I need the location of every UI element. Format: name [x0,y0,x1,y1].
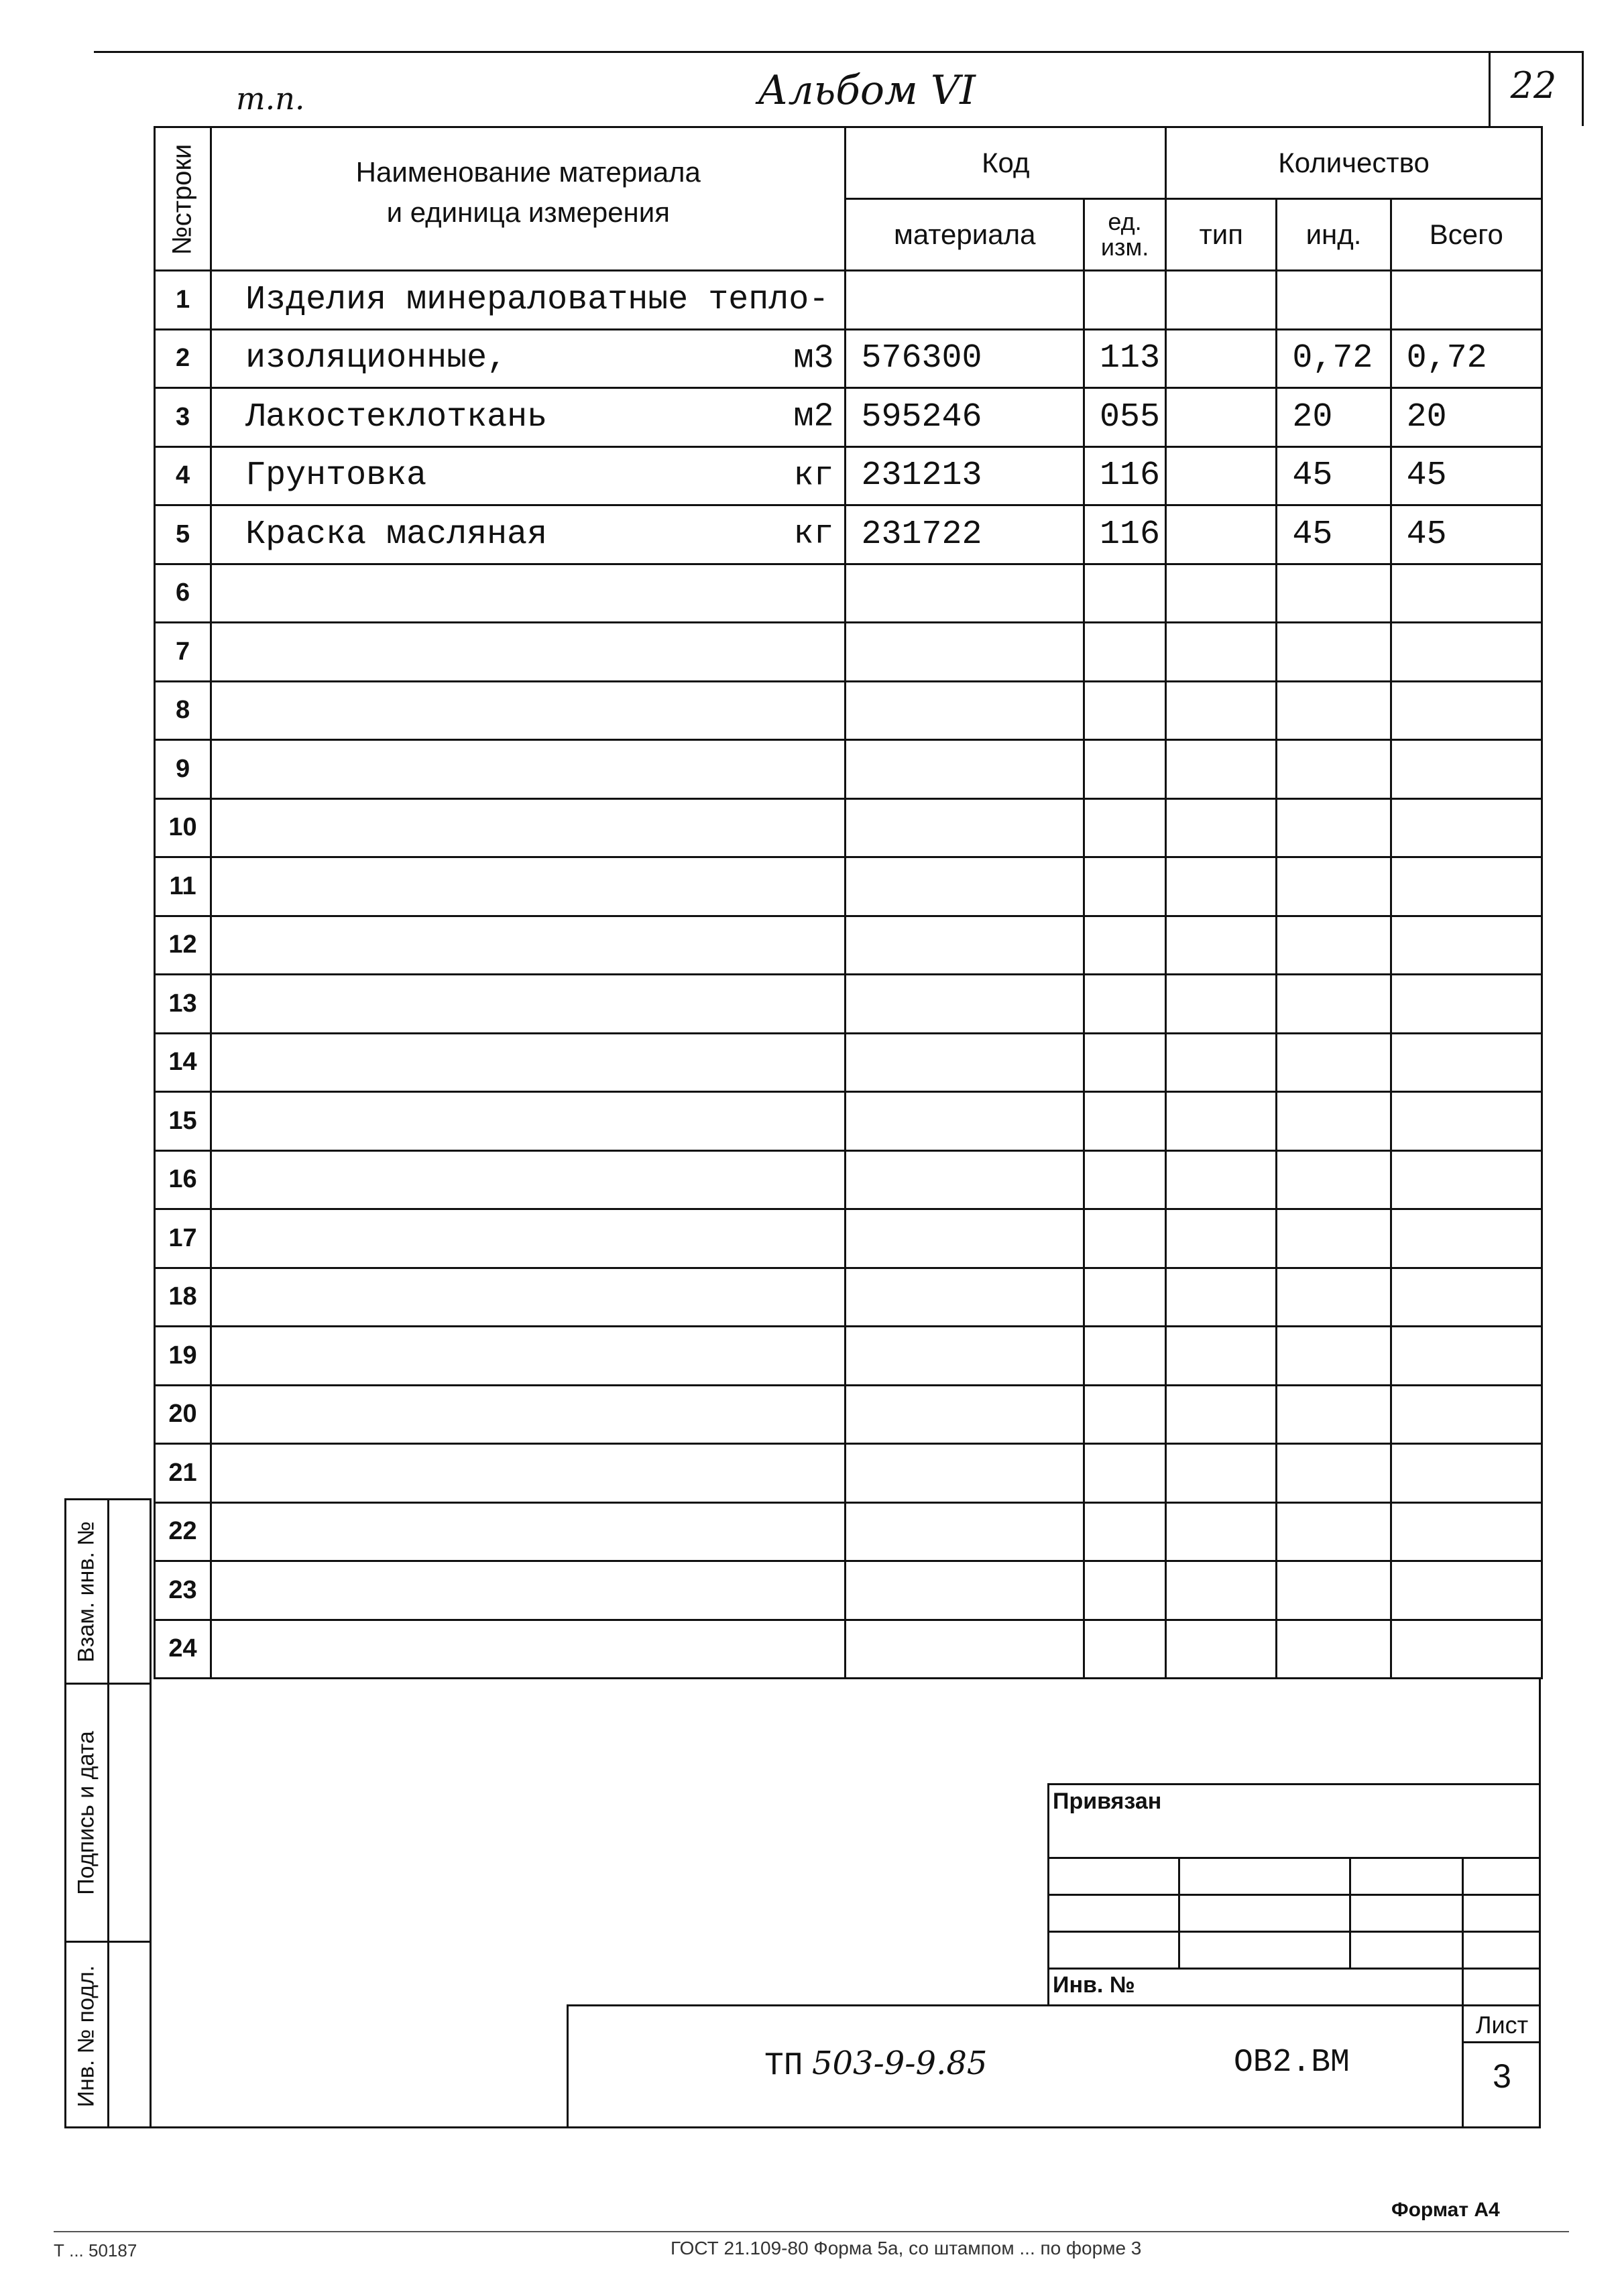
row-number: 3 [155,388,211,447]
row-number: 7 [155,623,211,682]
header-unit-line2: изм. [1100,233,1149,261]
row-material-code [846,916,1084,975]
row-name [211,505,846,564]
row-type [1166,1092,1277,1151]
header-quantity: Количество [1166,127,1542,199]
table-row [155,975,1542,1034]
row-ind [1277,1268,1391,1327]
doc-code-prefix: ТП [764,2048,803,2084]
row-total [1391,623,1542,682]
row-total [1391,857,1542,916]
row-total [1391,1327,1542,1386]
row-type [1166,1150,1277,1209]
header-ind: инд. [1277,199,1391,271]
row-total [1391,916,1542,975]
row-material-code [846,681,1084,740]
row-name-text: Лакостеклоткань [245,398,548,436]
row-unit-code: 116 [1084,446,1165,505]
row-unit-code [1084,1385,1165,1444]
row-material-code [846,740,1084,799]
header-type: тип [1166,199,1277,271]
row-name [211,1385,846,1444]
row-type [1166,857,1277,916]
header-name-line2: и единица измерения [386,196,670,228]
row-material-code: 595246 [846,388,1084,447]
footer-left-code: Т ... 50187 [54,2240,137,2260]
table-row [155,1502,1542,1561]
row-name [211,681,846,740]
row-name-text: изоляционные, [245,339,508,378]
row-ind [1277,1209,1391,1268]
row-total [1391,1150,1542,1209]
row-total [1391,1620,1542,1679]
row-type [1166,740,1277,799]
row-ind [1277,916,1391,975]
row-name [211,1150,846,1209]
row-total [1391,1092,1542,1151]
side-divider-v [107,1498,109,2128]
row-name [211,623,846,682]
row-material-code [846,623,1084,682]
row-type [1166,975,1277,1034]
table-row [155,388,1542,447]
row-number: 21 [155,1444,211,1503]
row-number: 22 [155,1502,211,1561]
row-unit-code [1084,1327,1165,1386]
row-name [211,1561,846,1620]
row-unit-code [1084,798,1165,857]
row-name [211,1444,846,1503]
row-type [1166,271,1277,330]
row-number: 4 [155,446,211,505]
row-name [211,446,846,505]
header-unit-line1: ед. [1108,208,1142,235]
row-name [211,329,846,388]
row-name [211,1502,846,1561]
row-material-code [846,975,1084,1034]
row-name [211,740,846,799]
row-total [1391,798,1542,857]
row-name [211,1327,846,1386]
row-unit-code [1084,1444,1165,1503]
row-total [1391,740,1542,799]
doc-code [764,2045,987,2084]
row-unit: м3 [793,339,834,378]
row-material-code [846,857,1084,916]
row-material-code: 576300 [846,329,1084,388]
row-number: 15 [155,1092,211,1151]
row-ind [1277,1150,1391,1209]
header-row-no-label: №строки [167,143,197,255]
row-number: 5 [155,505,211,564]
row-total [1391,681,1542,740]
row-unit-code [1084,623,1165,682]
table-row [155,740,1542,799]
row-unit: кг [793,515,834,554]
row-name [211,1092,846,1151]
header-total: Всего [1391,199,1542,271]
list-number: 3 [1493,2057,1511,2095]
row-type [1166,388,1277,447]
row-unit-code [1084,1033,1165,1092]
row-material-code [846,564,1084,623]
table-row [155,1561,1542,1620]
row-ind [1277,681,1391,740]
row-name [211,271,846,330]
row-unit-code [1084,1092,1165,1151]
row-type [1166,1444,1277,1503]
row-number: 8 [155,681,211,740]
row-ind [1277,1620,1391,1679]
row-total [1391,1385,1542,1444]
row-ind [1277,1385,1391,1444]
row-name [211,798,846,857]
row-total [1391,1209,1542,1268]
stamp-line-4 [1047,1968,1541,1970]
side-vzam-label: Взам. инв. № [73,1521,99,1663]
row-number: 11 [155,857,211,916]
row-total [1391,1033,1542,1092]
list-label: Лист [1475,2011,1529,2039]
row-type [1166,798,1277,857]
row-name [211,1209,846,1268]
row-unit-code [1084,564,1165,623]
stamp-inv-label: Инв. № [1053,1972,1135,1998]
album-title: Альбом VI [758,67,976,114]
table-row [155,1385,1542,1444]
row-name [211,857,846,916]
row-total: 45 [1391,446,1542,505]
page-number: 22 [1510,64,1557,107]
header-name-line1: Наименование материала [355,156,701,188]
row-material-code [846,271,1084,330]
row-material-code [846,1033,1084,1092]
row-material-code [846,1502,1084,1561]
row-type [1166,564,1277,623]
table-row [155,623,1542,682]
table-row [155,681,1542,740]
table-row [155,1444,1542,1503]
row-ind: 45 [1277,446,1391,505]
row-type [1166,1327,1277,1386]
row-unit-code [1084,857,1165,916]
table-row [155,1209,1542,1268]
row-total: 20 [1391,388,1542,447]
row-number: 2 [155,329,211,388]
row-ind [1277,1444,1391,1503]
stamp-vline-1 [1178,1857,1180,1968]
row-number: 19 [155,1327,211,1386]
title-block [567,2004,1541,2128]
row-total [1391,1561,1542,1620]
footer-rule [54,2231,1569,2232]
row-type [1166,505,1277,564]
row-material-code [846,1209,1084,1268]
row-number: 14 [155,1033,211,1092]
stamp-line-2 [1047,1894,1541,1896]
row-type [1166,329,1277,388]
title-list-h [1462,2041,1541,2043]
row-number: 18 [155,1268,211,1327]
table-row [155,857,1542,916]
row-name-text: Изделия минераловатные тепло- [245,280,829,319]
side-podpis-label: Подпись и дата [73,1731,99,1895]
row-material-code [846,1620,1084,1679]
row-unit-code: 113 [1084,329,1165,388]
row-total [1391,1502,1542,1561]
row-unit-code [1084,1620,1165,1679]
doc-mark: ОВ2.ВМ [1234,2045,1350,2081]
table-row [155,1033,1542,1092]
row-name [211,1268,846,1327]
row-ind [1277,1327,1391,1386]
table-row [155,1092,1542,1151]
row-material-code: 231722 [846,505,1084,564]
row-type [1166,446,1277,505]
row-ind [1277,1502,1391,1561]
row-unit-code [1084,1268,1165,1327]
row-name [211,916,846,975]
row-unit: м2 [793,398,834,436]
row-type [1166,1268,1277,1327]
row-total [1391,564,1542,623]
row-type [1166,1502,1277,1561]
table-row [155,446,1542,505]
row-ind [1277,1033,1391,1092]
title-list-divider [1462,2004,1464,2128]
row-ind [1277,271,1391,330]
row-type [1166,1385,1277,1444]
row-ind [1277,798,1391,857]
row-material-code [846,798,1084,857]
stamp-vline-2 [1349,1857,1351,1968]
row-unit-code [1084,1209,1165,1268]
row-unit: кг [793,457,834,495]
row-type [1166,1561,1277,1620]
header-row-no [155,127,211,271]
header-name [211,127,846,271]
row-ind: 0,72 [1277,329,1391,388]
row-name [211,388,846,447]
doc-code-number: 503-9-9.85 [811,2045,988,2082]
row-unit-code: 055 [1084,388,1165,447]
row-unit-code [1084,1150,1165,1209]
row-ind [1277,975,1391,1034]
row-total [1391,1444,1542,1503]
side-inv-podl-label: Инв. № подл. [73,1965,99,2108]
table-row [155,1620,1542,1679]
table-row [155,1150,1542,1209]
row-type [1166,1209,1277,1268]
row-material-code [846,1268,1084,1327]
row-number: 24 [155,1620,211,1679]
row-type [1166,916,1277,975]
top-rule [94,51,1582,53]
table-row [155,1268,1542,1327]
row-ind [1277,1092,1391,1151]
row-material-code [846,1150,1084,1209]
row-ind: 20 [1277,388,1391,447]
stamp-line-1 [1047,1857,1541,1859]
row-unit-code [1084,1502,1165,1561]
table-row [155,1327,1542,1386]
table-row [155,564,1542,623]
row-unit-code: 116 [1084,505,1165,564]
row-unit-code [1084,975,1165,1034]
row-number: 20 [155,1385,211,1444]
row-total: 45 [1391,505,1542,564]
row-number: 23 [155,1561,211,1620]
row-material-code: 231213 [846,446,1084,505]
table-row [155,271,1542,330]
row-number: 16 [155,1150,211,1209]
row-material-code [846,1092,1084,1151]
stamp-line-3 [1047,1931,1541,1933]
row-number: 12 [155,916,211,975]
row-number: 13 [155,975,211,1034]
footer-format: Формат А4 [1391,2199,1500,2221]
header-code: Код [846,127,1166,199]
row-ind [1277,564,1391,623]
row-name [211,975,846,1034]
row-name [211,1033,846,1092]
row-name [211,564,846,623]
row-type [1166,1033,1277,1092]
row-type [1166,623,1277,682]
row-material-code [846,1561,1084,1620]
row-total [1391,271,1542,330]
table-row [155,505,1542,564]
row-total [1391,1268,1542,1327]
row-number: 10 [155,798,211,857]
row-unit-code [1084,681,1165,740]
row-unit-code [1084,1561,1165,1620]
row-unit-code [1084,271,1165,330]
row-total [1391,975,1542,1034]
table-row [155,329,1542,388]
row-ind [1277,623,1391,682]
row-ind [1277,740,1391,799]
stamp-privyazan-label: Привязан [1053,1789,1162,1814]
footer-gost: ГОСТ 21.109-80 Форма 5а, со штампом ... по форме 3 [671,2238,1142,2258]
row-number: 17 [155,1209,211,1268]
row-material-code [846,1327,1084,1386]
row-material-code [846,1444,1084,1503]
row-total: 0,72 [1391,329,1542,388]
row-number: 6 [155,564,211,623]
table-row [155,798,1542,857]
row-type [1166,681,1277,740]
row-name [211,1620,846,1679]
row-ind [1277,1561,1391,1620]
row-name-text: Краска масляная [245,515,548,554]
stamp-vline-3 [1462,1857,1464,2004]
row-name-text: Грунтовка [245,457,427,495]
row-number: 9 [155,740,211,799]
row-ind: 45 [1277,505,1391,564]
header-material: материала [846,199,1084,271]
row-number: 1 [155,271,211,330]
header-unit [1084,199,1165,271]
table-row [155,916,1542,975]
materials-table [154,126,1543,1679]
row-unit-code [1084,740,1165,799]
row-ind [1277,857,1391,916]
row-unit-code [1084,916,1165,975]
row-material-code [846,1385,1084,1444]
row-type [1166,1620,1277,1679]
tp-label: т.п. [236,80,305,117]
